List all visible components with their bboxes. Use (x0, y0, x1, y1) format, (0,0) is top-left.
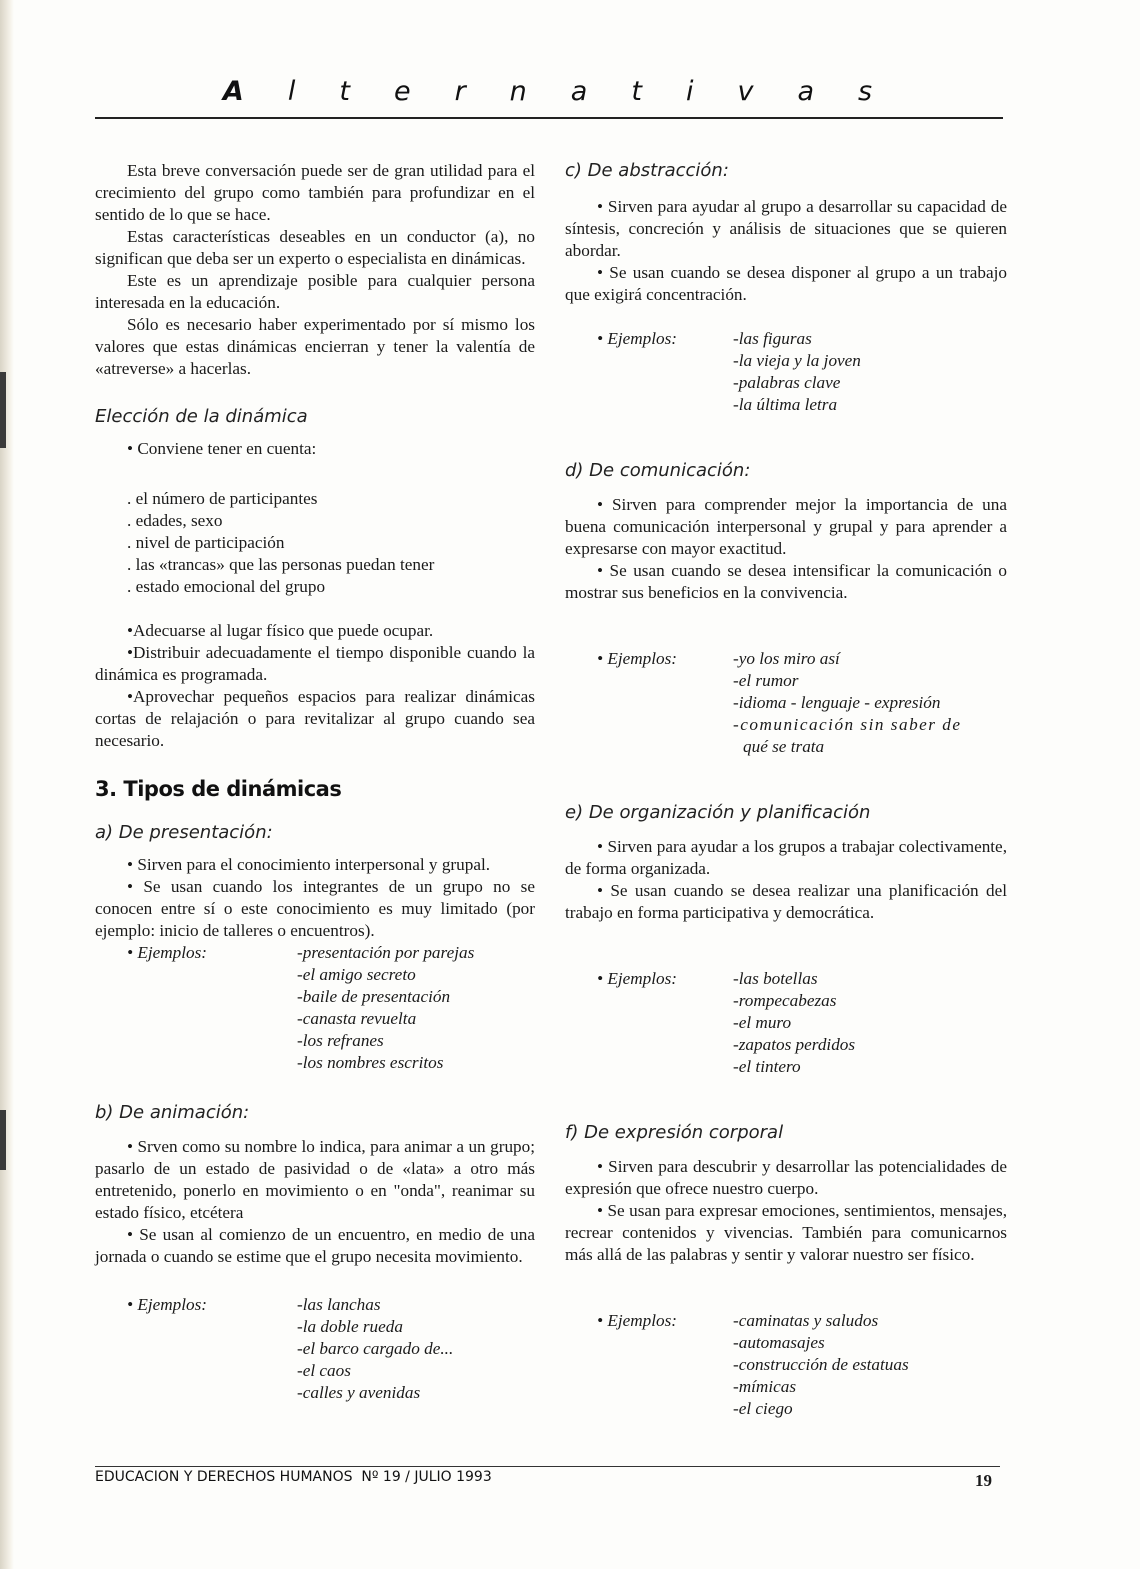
example-item: -el muro (733, 1013, 792, 1032)
example-item: -comunicación sin saber de (733, 715, 962, 734)
running-header-alternativas (95, 76, 1000, 116)
header-letter: l (287, 76, 340, 107)
example-item: -automasajes (733, 1333, 825, 1352)
example-item: -los refranes (297, 1031, 384, 1050)
bullet-paragraph: • Se usan cuando se desea intensificar la comunicación o mostrar sus beneficios en la convivencia. (565, 561, 1007, 602)
intro-paragraph: Estas características deseables en un conductor (a), no significan que deba ser un experto o especialista en dinámicas. (95, 227, 535, 268)
right-column (565, 160, 1007, 1420)
header-letter: a (570, 76, 632, 107)
intro-paragraph: Este es un aprendizaje posible para cualquier persona interesada en la educación. (95, 271, 535, 312)
bullet-paragraph: • Sirven para ayudar al grupo a desarrollar su capacidad de síntesis, concreción y análisis de situaciones que se quieren abordar. (565, 197, 1007, 260)
header-letter: t (631, 76, 686, 107)
header-letter: a (797, 76, 858, 107)
bullet-paragraph: • Sirven para descubrir y desarrollar las potencialidades de expresión que ofrece nuestro cuerpo. (565, 1157, 1007, 1198)
examples-label: • Ejemplos: (597, 1311, 678, 1330)
section-title-tipos: 3. Tipos de dinámicas (95, 777, 342, 801)
examples-label: • Ejemplos: (127, 943, 208, 962)
binding-mark-bottom (0, 1110, 6, 1170)
examples-list (733, 648, 1007, 758)
bullet-paragraph: • Se usan cuando se desea disponer al grupo a un trabajo que exigirá concentración. (565, 263, 1007, 304)
eleccion-list (95, 488, 535, 598)
bullet-paragraph: •Aprovechar pequeños espacios para realizar dinámicas cortas de relajación o para revitalizar al grupo cuando sea necesario. (95, 687, 535, 750)
subsection-title-expresion-corporal: f) De expresión corporal (565, 1122, 784, 1143)
examples-animacion (95, 1294, 535, 1404)
intro-paragraph: Sólo es necesario haber experimentado por sí mismo los valores que estas dinámicas encierran y tener la valentía de «atreverse» a hacerlas. (95, 315, 535, 378)
example-item: qué se trata (743, 737, 825, 756)
list-item: . nivel de participación (127, 533, 285, 552)
subsection-title-organizacion: e) De organización y planificación (565, 802, 871, 823)
example-item: -caminatas y saludos (733, 1311, 879, 1330)
bullet-paragraph: • Sirven para ayudar a los grupos a trabajar colectivamente, de forma organizada. (565, 837, 1007, 878)
example-item: -el barco cargado de... (297, 1339, 454, 1358)
eleccion-lead: • Conviene tener en cuenta: (127, 439, 317, 458)
footer-publication: EDUCACION Y DERECHOS HUMANOS Nº 19 / JULIO 1993 (95, 1469, 492, 1485)
subsection-title-animacion: b) De animación: (95, 1102, 250, 1123)
example-item: -calles y avenidas (297, 1383, 421, 1402)
examples-list (297, 942, 474, 1074)
header-letter: r (454, 76, 510, 107)
subsection-title-eleccion: Elección de la dinámica (95, 406, 308, 427)
header-letter: s (857, 76, 873, 107)
example-item: -los nombres escritos (297, 1053, 444, 1072)
examples-organizacion (565, 968, 1007, 1078)
binding-mark-top (0, 372, 6, 448)
example-item: -la doble rueda (297, 1317, 403, 1336)
example-item: -mímicas (733, 1377, 797, 1396)
example-item: -el caos (297, 1361, 351, 1380)
bullet-paragraph: • Se usan para expresar emociones, sentimientos, mensajes, recrear contenidos y vivencias. También para comunicarnos más allá de las palabras y sentir y valorar nuestro ser físico. (565, 1201, 1007, 1264)
bullet-paragraph: •Adecuarse al lugar físico que puede ocupar. (127, 621, 434, 640)
example-item: -canasta revuelta (297, 1009, 417, 1028)
examples-comunicacion (565, 648, 1007, 758)
examples-list (733, 968, 855, 1078)
left-column (95, 160, 535, 1404)
example-item: -construcción de estatuas (733, 1355, 909, 1374)
examples-abstraccion (565, 328, 1007, 416)
list-item: . edades, sexo (127, 511, 223, 530)
bullet-paragraph: • Sirven para el conocimiento interpersonal y grupal. (127, 855, 491, 874)
examples-list (733, 1310, 909, 1420)
list-item: . las «trancas» que las personas puedan tener (127, 555, 435, 574)
header-letter: n (509, 76, 571, 107)
example-item: -rompecabezas (733, 991, 837, 1010)
examples-presentacion (95, 942, 535, 1074)
eleccion-points (95, 620, 535, 752)
example-item: -el rumor (733, 671, 799, 690)
examples-list (733, 328, 861, 416)
example-item: -el ciego (733, 1399, 793, 1418)
list-item: . el número de participantes (127, 489, 318, 508)
examples-label: • Ejemplos: (597, 649, 678, 668)
subsection-title-presentacion: a) De presentación: (95, 822, 273, 843)
example-item: -baile de presentación (297, 987, 451, 1006)
page-number: 19 (975, 1471, 992, 1490)
bullet-paragraph: • Se usan al comienzo de un encuentro, en medio de una jornada o cuando se estime que el grupo necesita movimiento. (95, 1225, 535, 1266)
header-letter: i (685, 76, 738, 107)
footer-rule (95, 1466, 1000, 1467)
subsection-title-comunicacion: d) De comunicación: (565, 460, 751, 481)
header-letter: A (222, 76, 288, 107)
subsection-title-abstraccion: c) De abstracción: (565, 160, 729, 181)
example-item: -las figuras (733, 329, 812, 348)
example-item: -el tintero (733, 1057, 801, 1076)
examples-label: • Ejemplos: (597, 969, 678, 988)
example-item: -idioma - lenguaje - expresión (733, 693, 941, 712)
example-item: -la vieja y la joven (733, 351, 861, 370)
examples-label: • Ejemplos: (127, 1295, 208, 1314)
example-item: -yo los miro así (733, 649, 840, 668)
examples-label: • Ejemplos: (597, 329, 678, 348)
example-item: -palabras clave (733, 373, 841, 392)
example-item: -las lanchas (297, 1295, 381, 1314)
bullet-paragraph: • Se usan cuando se desea realizar una planificación del trabajo en forma participativa y democrática. (565, 881, 1007, 922)
bullet-paragraph: • Srven como su nombre lo indica, para animar a un grupo; pasarlo de un estado de pasividad o de «lata» a otro más entretenido, ponerlo en movimiento o en "onda", reanimar su estado físico, etcétera (95, 1137, 535, 1222)
intro-paragraph: Esta breve conversación puede ser de gran utilidad para el crecimiento del grupo como también para profundizar en el sentido de lo que se hace. (95, 161, 535, 224)
example-item: -presentación por parejas (297, 943, 475, 962)
bullet-paragraph: • Sirven para comprender mejor la importancia de una buena comunicación interpersonal y grupal y para aprender a expresarse con mayor exactitud. (565, 495, 1007, 558)
header-letter: e (393, 76, 455, 107)
header-letter: t (339, 76, 394, 107)
header-letter: v (737, 76, 798, 107)
bullet-paragraph: • Se usan cuando los integrantes de un grupo no se conocen entre sí o este conocimiento es muy limitado (por ejemplo: inicio de talleres o encuentros). (95, 877, 535, 940)
list-item: . estado emocional del grupo (127, 577, 326, 596)
examples-expresion-corporal (565, 1310, 1007, 1420)
page-binding-shadow (0, 0, 14, 1569)
example-item: -la última letra (733, 395, 838, 414)
example-item: -las botellas (733, 969, 818, 988)
examples-list (297, 1294, 453, 1404)
example-item: -el amigo secreto (297, 965, 416, 984)
header-rule (95, 117, 1003, 119)
bullet-paragraph: •Distribuir adecuadamente el tiempo disponible cuando la dinámica es programada. (95, 643, 535, 684)
example-item: -zapatos perdidos (733, 1035, 856, 1054)
